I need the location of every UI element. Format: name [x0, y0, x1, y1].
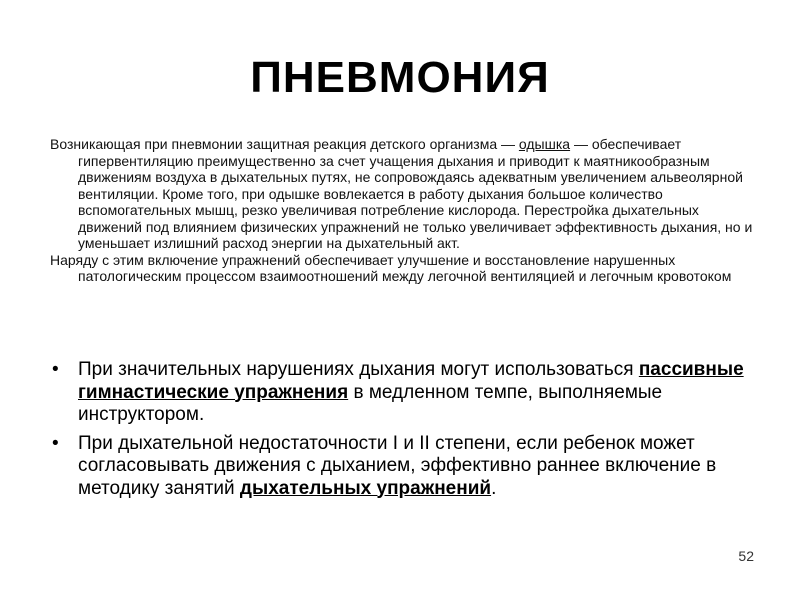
body-text	[50, 136, 762, 285]
bullet-marker: •	[52, 359, 59, 380]
bullet-marker: •	[52, 432, 59, 454]
paragraph-dyspnea	[50, 136, 762, 252]
passive-exercises-link[interactable]: пассивные гимнастические упражнения	[78, 359, 744, 403]
bullet-text-end: в медленном темпе, выполняемые инструктором.	[78, 381, 663, 425]
bullet-breathing-exercises	[52, 433, 752, 501]
paragraph-dyspnea-text-start: Возникающая при пневмонии защитная реакция детского организма —	[50, 136, 519, 152]
paragraph-dyspnea-text-end: — обеспечивает гипервентиляцию преимущественно за счет учащения дыхания и приводит к маятникообразным движениям воздуха в дыхательных путях, не сопровождаясь адекватным увеличением альвеолярной вентиляции. Кроме того, при одышке вовлекается в работу дыхания большое количество вспомогательных мышц, резко увеличивая потребление кислорода. Перестройка дыхательных движений под влиянием физических упражнений не только увеличивает эффективность дыхания, но и уменьшает излишний расход энергии на дыхательный акт.	[78, 136, 753, 251]
paragraph-ventilation: Наряду с этим включение упражнений обеспечивает улучшение и восстановление нарушенных патологическим процессом взаимоотношений между легочной вентиляцией и легочным кровотоком	[50, 251, 732, 284]
bullet-text-end: .	[491, 477, 497, 499]
bullet-passive-exercises	[52, 359, 752, 427]
bullet-text-start: При значительных нарушениях дыхания могут использоваться	[78, 359, 639, 380]
page-number: 52	[738, 548, 754, 564]
bullet-list	[52, 359, 752, 506]
breathing-exercises-link[interactable]: дыхательных упражнений	[239, 477, 492, 499]
slide-title: ПНЕВМОНИЯ	[250, 53, 550, 102]
dyspnea-link[interactable]: одышка	[518, 136, 571, 152]
bullet-text-start: При дыхательной недостаточности I и II степени, если ребенок может согласовывать движения с дыханием, эффективно раннее включение в методику занятий	[78, 432, 717, 499]
